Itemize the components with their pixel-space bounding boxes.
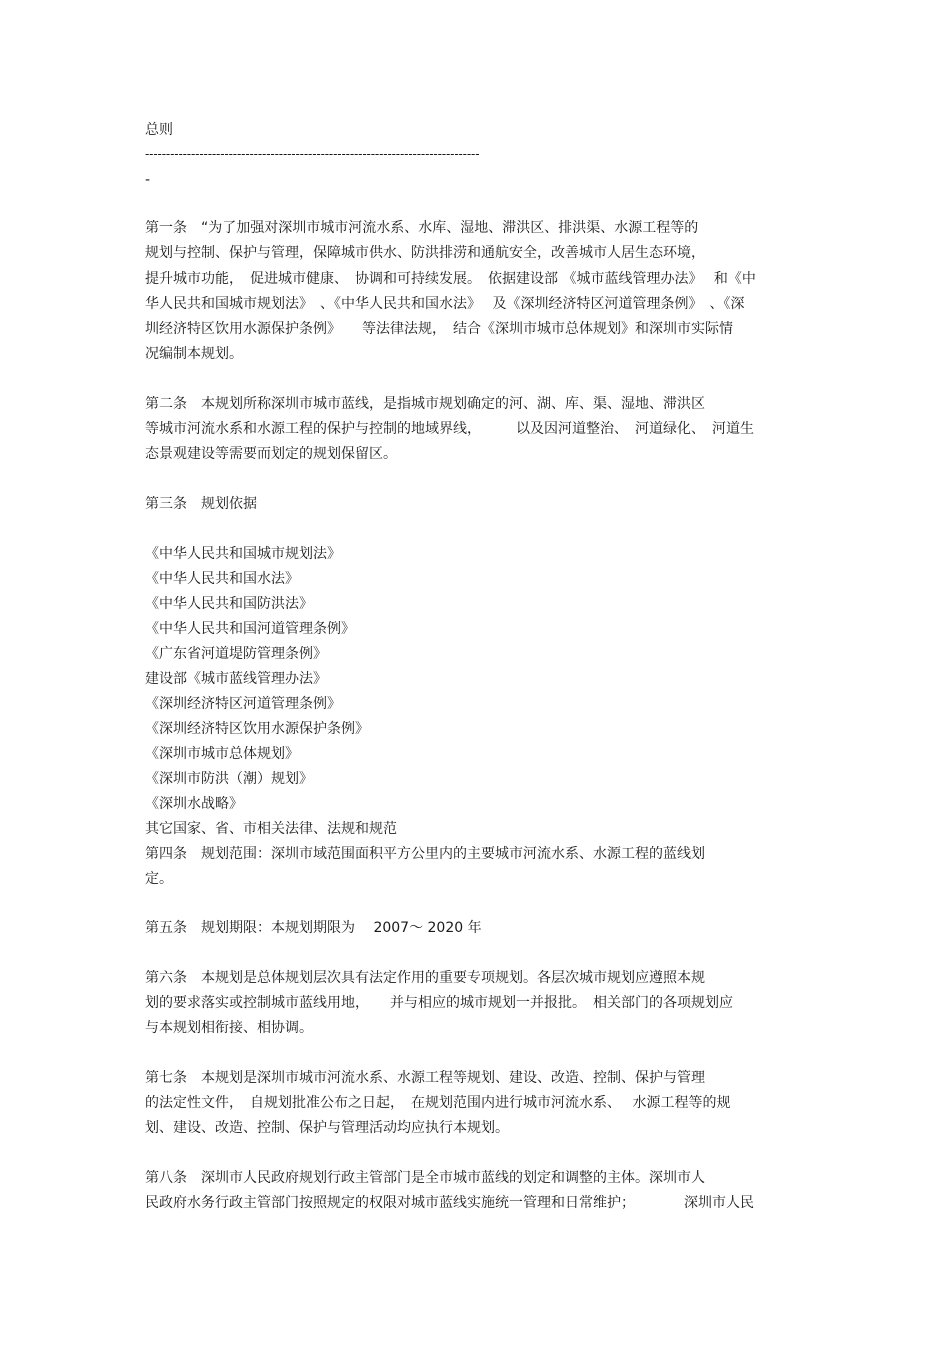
list-item: 《深圳经济特区河道管理条例》 bbox=[145, 696, 341, 712]
paragraph-line: 第八条 深圳市人民政府规划行政主管部门是全市城市蓝线的划定和调整的主体。深圳市人 bbox=[145, 1170, 705, 1186]
paragraph-line: 第三条 规划依据 bbox=[145, 496, 257, 512]
paragraph-line: 定。 bbox=[145, 871, 173, 887]
paragraph-line: 第七条 本规划是深圳市城市河流水系、水源工程等规划、建设、改造、控制、保护与管理 bbox=[145, 1070, 705, 1086]
paragraph-line: 圳经济特区饮用水源保护条例》 等法律法规， 结合《深圳市城市总体规划》和深圳市实际情 bbox=[145, 321, 733, 337]
paragraph-line: 的法定性文件， 自规划批准公布之日起， 在规划范围内进行城市河流水系、 水源工程等的规 bbox=[145, 1095, 731, 1111]
list-item: 《深圳市城市总体规划》 bbox=[145, 746, 299, 762]
list-item: 《中华人民共和国城市规划法》 bbox=[145, 546, 341, 562]
list-item: 《深圳经济特区饮用水源保护条例》 bbox=[145, 721, 369, 737]
paragraph-line: 第一条 “为了加强对深圳市城市河流水系、水库、湿地、滞洪区、排洪渠、水源工程等的 bbox=[145, 220, 699, 236]
paragraph-line: 第二条 本规划所称深圳市城市蓝线，是指城市规划确定的河、湖、库、渠、湿地、滞洪区 bbox=[145, 396, 705, 412]
separator-tail: - bbox=[145, 172, 151, 188]
paragraph-line: 民政府水务行政主管部门按照规定的权限对城市蓝线实施统一管理和日常维护； 深圳市人民 bbox=[145, 1195, 754, 1211]
paragraph-line: 提升城市功能， 促进城市健康、 协调和可持续发展。 依据建设部 《城市蓝线管理办法》 和《中 bbox=[145, 271, 756, 287]
paragraph-line: 态景观建设等需要而划定的规划保留区。 bbox=[145, 446, 397, 462]
paragraph-line: 规划与控制、保护与管理，保障城市供水、防洪排涝和通航安全，改善城市人居生态环境， bbox=[145, 245, 705, 261]
paragraph-line: 况编制本规划。 bbox=[145, 346, 243, 362]
paragraph-line: 划、建设、改造、控制、保护与管理活动均应执行本规划。 bbox=[145, 1120, 509, 1136]
separator-line: -------------------------------------------------------------------------------- bbox=[145, 147, 480, 161]
list-item: 建设部《城市蓝线管理办法》 bbox=[145, 671, 327, 687]
paragraph-line: 与本规划相衔接、相协调。 bbox=[145, 1020, 313, 1036]
list-item: 《中华人民共和国河道管理条例》 bbox=[145, 621, 355, 637]
list-item: 《中华人民共和国水法》 bbox=[145, 571, 299, 587]
paragraph-line: 第六条 本规划是总体规划层次具有法定作用的重要专项规划。各层次城市规划应遵照本规 bbox=[145, 970, 705, 986]
list-item: 其它国家、省、市相关法律、法规和规范 bbox=[145, 821, 397, 837]
section-heading: 总则 bbox=[145, 122, 173, 138]
list-item: 《广东省河道堤防管理条例》 bbox=[145, 646, 327, 662]
list-item: 《深圳水战略》 bbox=[145, 796, 243, 812]
paragraph-line: 第五条 规划期限：本规划期限为 2007～ 2020 年 bbox=[145, 920, 482, 936]
paragraph-line: 华人民共和国城市规划法》 、《中华人民共和国水法》 及《深圳经济特区河道管理条例》 、《深 bbox=[145, 296, 745, 312]
list-item: 《深圳市防洪（潮）规划》 bbox=[145, 771, 313, 787]
list-item: 《中华人民共和国防洪法》 bbox=[145, 596, 313, 612]
paragraph-line: 划的要求落实或控制城市蓝线用地， 并与相应的城市规划一并报批。 相关部门的各项规划应 bbox=[145, 995, 733, 1011]
paragraph-line: 第四条 规划范围：深圳市域范围面积平方公里内的主要城市河流水系、水源工程的蓝线划 bbox=[145, 846, 705, 862]
paragraph-line: 等城市河流水系和水源工程的保护与控制的地域界线， 以及因河道整治、 河道绿化、 河道生 bbox=[145, 421, 754, 437]
